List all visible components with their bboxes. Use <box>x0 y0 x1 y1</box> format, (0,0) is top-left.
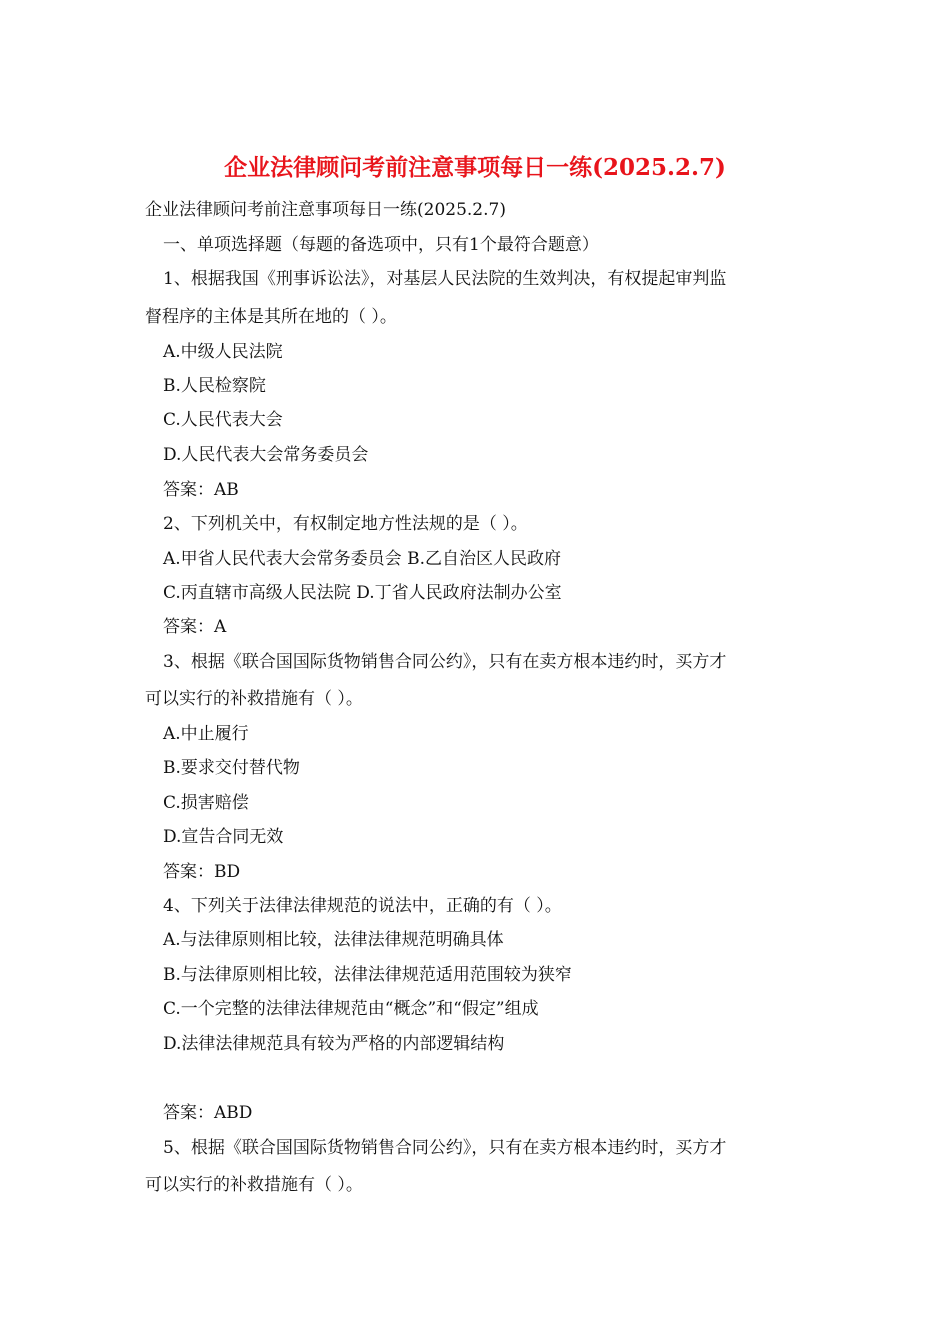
question-3-option-c: C.损害赔偿 <box>163 793 249 813</box>
document-subtitle: 企业法律顾问考前注意事项每日一练(2025.2.7) <box>145 200 506 220</box>
question-4-stem: 4、下列关于法律法律规范的说法中，正确的有（ ）。 <box>163 896 562 916</box>
question-1-option-b: B.人民检察院 <box>163 376 266 396</box>
question-2-options-cd: C.丙直辖市高级人民法院 D.丁省人民政府法制办公室 <box>163 583 562 603</box>
question-3-option-d: D.宣告合同无效 <box>163 827 284 847</box>
question-2-answer: 答案：A <box>163 617 227 637</box>
section-heading: 一、单项选择题（每题的备选项中，只有1个最符合题意） <box>163 235 599 255</box>
question-3-stem: 3、根据《联合国国际货物销售合同公约》，只有在卖方根本违约时，买方才 <box>163 652 727 672</box>
question-1-stem: 1、根据我国《刑事诉讼法》，对基层人民法院的生效判决，有权提起审判监 <box>163 269 727 289</box>
question-4-option-b: B.与法律原则相比较，法律法律规范适用范围较为狭窄 <box>163 965 572 985</box>
question-4-option-a: A.与法律原则相比较，法律法律规范明确具体 <box>163 930 504 950</box>
question-5-stem: 5、根据《联合国国际货物销售合同公约》，只有在卖方根本违约时，买方才 <box>163 1138 727 1158</box>
question-3-answer: 答案：BD <box>163 862 241 882</box>
question-2-options-ab: A.甲省人民代表大会常务委员会 B.乙自治区人民政府 <box>163 549 561 569</box>
question-1-stem-cont: 督程序的主体是其所在地的（ ）。 <box>145 307 397 327</box>
question-3-option-b: B.要求交付替代物 <box>163 758 300 778</box>
question-1-option-c: C.人民代表大会 <box>163 410 283 430</box>
question-2-stem: 2、下列机关中，有权制定地方性法规的是（ ）。 <box>163 514 528 534</box>
question-3-stem-cont: 可以实行的补救措施有（ ）。 <box>145 689 363 709</box>
question-4-answer: 答案：ABD <box>163 1103 253 1123</box>
question-3-option-a: A.中止履行 <box>163 724 249 744</box>
question-5-stem-cont: 可以实行的补救措施有（ ）。 <box>145 1175 363 1195</box>
question-1-option-a: A.中级人民法院 <box>163 342 283 362</box>
question-1-option-d: D.人民代表大会常务委员会 <box>163 445 369 465</box>
question-4-option-c: C.一个完整的法律法律规范由“概念”和“假定”组成 <box>163 999 539 1019</box>
question-1-answer: 答案：AB <box>163 480 239 500</box>
question-4-option-d: D.法律法律规范具有较为严格的内部逻辑结构 <box>163 1034 505 1054</box>
document-title: 企业法律顾问考前注意事项每日一练(2025.2.7) <box>224 154 726 181</box>
